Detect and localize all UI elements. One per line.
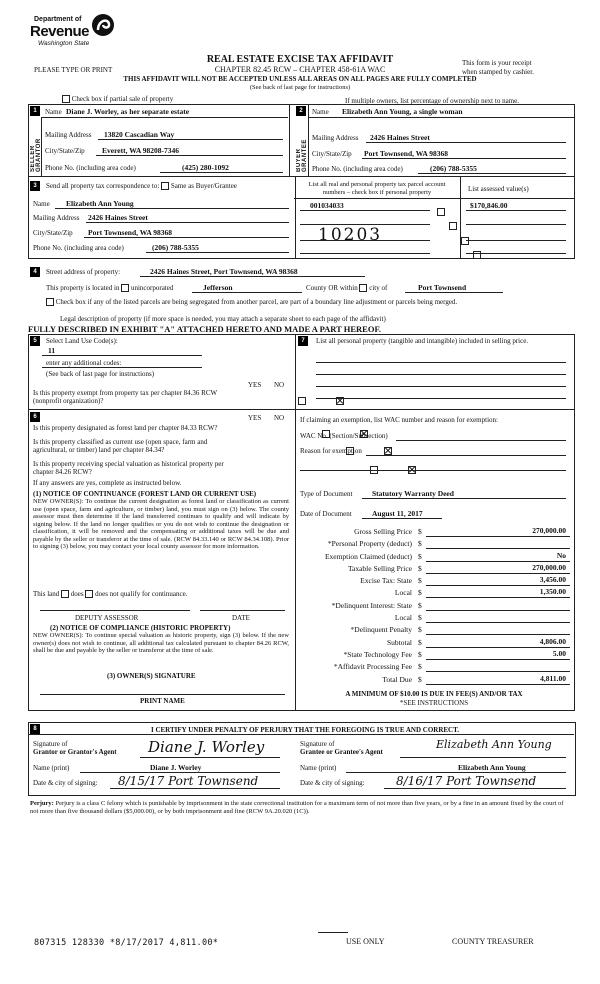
does-qualify-checkbox[interactable]	[61, 590, 69, 598]
calc-row	[300, 637, 570, 649]
multiple-owners-note: If multiple owners, list percentage of ownership next to name.	[345, 97, 519, 105]
seller-name-label: Name	[45, 108, 62, 116]
seller-mailing-value[interactable]: 13820 Cascadian Way	[104, 130, 175, 139]
parcel-1-value[interactable]: 001034033	[310, 201, 344, 210]
buyer-name-label: Name	[312, 108, 329, 116]
perjury-text: Perjury is a class C felony which is punishable by imprisonment in the state correctional institution for a maximum term of not more than five years, or by a fine in an amount fixed by the court of not more than five thousand dollars ($5,000.00), or by both imprisonment and fine (RCW 9A.20.020 (1C)).	[30, 800, 564, 815]
does-not-qualify-checkbox[interactable]	[85, 590, 93, 598]
buyer-name-value[interactable]: Elizabeth Ann Young, a single woman	[342, 107, 463, 116]
receipt-note-2: when stamped by cashier.	[462, 68, 534, 76]
grantee-name-label: Name (print)	[300, 764, 337, 772]
perjury-notice	[30, 800, 572, 815]
seller-phone-value[interactable]: (425) 280-1092	[182, 163, 229, 172]
seller-mailing-label: Mailing Address	[45, 131, 92, 139]
calc-row-value[interactable]: 3,456.00	[539, 575, 566, 585]
assessor-date-label: DATE	[232, 614, 250, 622]
grantee-name-value[interactable]: Elizabeth Ann Young	[458, 763, 526, 772]
calc-row-dollar: $	[418, 613, 422, 623]
partial-sale-row	[62, 95, 173, 103]
grantee-date-label: Date & city of signing:	[300, 779, 365, 787]
exemption-label: If claiming an exemption, list WAC number and reason for exemption:	[300, 416, 498, 424]
tax-corr-mailing-label: Mailing Address	[33, 214, 80, 222]
parcels-header-2: numbers – check box if personal property	[322, 189, 432, 196]
calc-row	[300, 538, 570, 550]
calc-row-label: *Delinquent Penalty	[350, 625, 412, 635]
logo-swirl-icon	[90, 12, 116, 38]
parcel-1-personal-checkbox[interactable]	[437, 208, 445, 216]
calc-row	[300, 600, 570, 612]
calc-row-label: Total Due	[382, 674, 412, 684]
tax-corr-mailing-value[interactable]: 2426 Haines Street	[88, 213, 148, 222]
tax-corr-phone-value[interactable]: (206) 788-5355	[152, 243, 199, 252]
calc-row-dollar: $	[418, 600, 422, 610]
grantor-sig-label-1: Signature of	[33, 740, 68, 748]
calc-row-label: Local	[394, 588, 412, 598]
does-not-label: does not qualify for continuance.	[95, 590, 188, 598]
buyer-phone-value[interactable]: (206) 788-5355	[430, 164, 477, 173]
land-use-see-back: (See back of last page for instructions)	[46, 370, 155, 378]
calc-row-dollar: $	[418, 539, 422, 549]
exhibit-statement: FULLY DESCRIBED IN EXHIBIT "A" ATTACHED HERETO AND MADE A PART HEREOF.	[28, 324, 381, 334]
section-7-badge: 7	[298, 336, 308, 346]
form-subtitle: CHAPTER 82.45 RCW – CHAPTER 458-61A WAC	[214, 65, 386, 74]
calc-row-value[interactable]: 270,000.00	[532, 526, 566, 535]
tax-corr-label: Send all property tax correspondence to:	[46, 182, 160, 190]
see-instructions-note: *SEE INSTRUCTIONS	[399, 699, 469, 707]
located-row	[46, 284, 173, 292]
tax-corr-city-label: City/State/Zip	[33, 229, 73, 237]
calc-row-label: Taxable Selling Price	[347, 563, 412, 573]
assessed-1-value[interactable]: $170,846.00	[470, 201, 508, 210]
notice-compliance-title: (2) NOTICE OF COMPLIANCE (HISTORIC PROPERTY)	[50, 624, 231, 632]
logo-main-text: Revenue	[30, 23, 90, 40]
street-label: Street address of property:	[46, 268, 121, 276]
county-row	[306, 284, 387, 292]
calc-row-dollar: $	[418, 674, 422, 684]
calc-row-dollar: $	[418, 637, 422, 647]
buyer-side-label: BUYER GRANTEE	[296, 139, 308, 172]
section-3-badge: 3	[30, 181, 40, 191]
calc-row-label: *Delinquent Interest: State	[331, 600, 412, 610]
this-land-label: This land	[33, 590, 60, 598]
calc-row	[300, 587, 570, 599]
grantee-sig-label-1: Signature of	[300, 740, 335, 748]
minimum-note: A MINIMUM OF $10.00 IS DUE IN FEE(S) AND/OR TAX	[345, 690, 523, 698]
tax-corr-row	[46, 182, 237, 190]
calc-row	[300, 624, 570, 636]
calc-row-label: Subtotal	[386, 637, 412, 647]
grantor-date-label: Date & city of signing:	[33, 779, 98, 787]
please-type: PLEASE TYPE OR PRINT	[34, 66, 113, 74]
seller-side-label: SELLER GRANTOR	[30, 138, 42, 172]
receipt-note-1: This form is your receipt	[462, 59, 532, 67]
calc-row-value[interactable]: 5.00	[552, 648, 566, 658]
seller-phone-label: Phone No. (including area code)	[45, 164, 136, 172]
grantor-sig-label-2: Grantor or Grantor's Agent	[33, 748, 117, 756]
parcel-handwritten: 10203	[318, 225, 383, 245]
within-city-checkbox[interactable]	[359, 284, 367, 292]
city-of-label: city of	[369, 284, 388, 292]
unincorporated-checkbox[interactable]	[121, 284, 129, 292]
section-2-badge: 2	[296, 106, 306, 116]
segregated-checkbox[interactable]	[46, 298, 54, 306]
street-value[interactable]: 2426 Haines Street, Port Townsend, WA 98368	[150, 267, 298, 276]
calc-row-value[interactable]: 1,350.00	[539, 587, 566, 597]
this-land-row	[33, 590, 187, 598]
doc-date-value[interactable]: August 11, 2017	[372, 509, 423, 518]
form-title: REAL ESTATE EXCISE TAX AFFIDAVIT	[206, 54, 394, 65]
calc-row-label: Exemption Claimed (deduct)	[324, 551, 412, 561]
notice-continuance-body: NEW OWNER(S): To continue the current designation as forest land or classification as current use (open space, farm and agriculture, or timber) land, you must sign on (3) below. The county assessor must then determine if the land transferred continues to qualify and will indicate by signing below. If the land no longer qualifies or you do not wish to continue the designation or classification, it will be removed and the compensating or additional taxes will be due and payable by the seller or transferor at the time of sale. (RCW 84.33.140 or RCW 84.34.108). Prior to signing (3) below, you may contact your local county assessor for more information.	[33, 498, 289, 550]
calc-row	[300, 551, 570, 563]
tax-corr-name-label: Name	[33, 200, 50, 208]
exempt-question: Is this property exempt from property tax per chapter 84.36 RCW (nonprofit organization)?	[33, 389, 217, 405]
calc-row	[300, 575, 570, 587]
seller-name-value[interactable]: Diane J. Worley, as her separate estate	[66, 107, 190, 116]
calc-row-label: Local	[394, 613, 412, 623]
calc-row-value[interactable]: No	[556, 550, 566, 560]
section-5-badge: 5	[30, 336, 40, 346]
owner-signature-label: (3) OWNER(S) SIGNATURE	[107, 672, 196, 680]
calc-row-dollar: $	[418, 576, 422, 586]
personal-property-label: List all personal property (tangible and intangible) included in selling price.	[316, 337, 529, 345]
section-8-badge: 8	[30, 724, 40, 734]
calc-row-dollar: $	[418, 551, 422, 561]
land-use-yes-header: YES	[248, 381, 262, 389]
section-1-badge: 1	[30, 106, 40, 116]
print-name-label: PRINT NAME	[140, 697, 185, 705]
calc-row-dollar: $	[418, 649, 422, 659]
calc-row-dollar: $	[418, 527, 422, 536]
notice-continuance-title: (1) NOTICE OF CONTINUANCE (FOREST LAND OR CURRENT USE)	[33, 490, 257, 498]
wac-label: WAC No. (Section/Subsection)	[300, 432, 388, 440]
reason-label: Reason for exemption	[300, 447, 362, 455]
partial-sale-label: Check box if partial sale of property	[71, 95, 174, 103]
current-use-question: Is this property classified as current use (open space, farm and agricultural, or timber) land per chapter 84.34?	[33, 438, 208, 454]
seller-city-value[interactable]: Everett, WA 98208-7346	[102, 146, 180, 155]
buyer-mailing-value[interactable]: 2426 Haines Street	[370, 133, 430, 142]
partial-sale-checkbox[interactable]	[62, 95, 70, 103]
sec6-yes-header: YES	[248, 414, 262, 422]
calc-row-dollar: $	[418, 662, 422, 672]
sec6-no-header: NO	[274, 414, 285, 422]
notice-compliance-body: NEW OWNER(S): To continue special valuation as historic property, sign (3) below. If the new owner(s) does not wish to continue, all additional tax calculated pursuant to chapter 84.26 RCW, shall be due and payable by the seller or transferor at the time of sale.	[33, 632, 289, 654]
grantor-name-value[interactable]: Diane J. Worley	[150, 763, 202, 772]
deputy-assessor-label: DEPUTY ASSESSOR	[75, 614, 139, 622]
additional-codes-label: enter any additional codes:	[46, 359, 122, 367]
logo-sub-text: Washington State	[38, 40, 90, 47]
grantor-date-city[interactable]: 8/15/17 Port Townsend	[118, 774, 259, 788]
land-use-no-header: NO	[274, 381, 285, 389]
buyer-mailing-label: Mailing Address	[312, 134, 359, 142]
same-as-buyer-checkbox[interactable]	[161, 182, 169, 190]
calc-row	[300, 649, 570, 661]
assessed-header: List assessed value(s)	[468, 185, 529, 193]
grantee-sig-label-2: Grantee or Grantee's Agent	[300, 748, 383, 756]
city-value[interactable]: Port Townsend	[418, 283, 467, 292]
segregated-row	[46, 298, 457, 306]
see-back-instructions: (See back of last page for instructions)	[249, 84, 351, 91]
same-as-buyer-label: Same as Buyer/Grantee	[170, 182, 237, 190]
tax-corr-name-value[interactable]: Elizabeth Ann Young	[66, 199, 134, 208]
buyer-city-label: City/State/Zip	[312, 150, 352, 158]
form-warning: THIS AFFIDAVIT WILL NOT BE ACCEPTED UNLESS ALL AREAS ON ALL PAGES ARE FULLY COMPLETED	[123, 75, 477, 83]
county-treasurer-label: COUNTY TREASURER	[452, 937, 534, 946]
historic-question: Is this property receiving special valuation as historical property per chapter 84.26 RCW?	[33, 460, 224, 476]
doc-type-label: Type of Document	[300, 490, 353, 498]
calc-row-label: *Personal Property (deduct)	[327, 539, 412, 549]
county-value[interactable]: Jefferson	[203, 283, 233, 292]
calc-row	[300, 674, 570, 686]
does-label: does	[70, 590, 84, 598]
calc-row	[300, 563, 570, 575]
dor-logo	[30, 12, 120, 52]
parcels-header-1: List all real and personal property tax parcel account	[308, 181, 446, 188]
parcel-3-personal-checkbox[interactable]	[461, 237, 469, 245]
logo-top-text: Department of	[34, 16, 82, 23]
doc-type-value[interactable]: Statutory Warranty Deed	[372, 489, 454, 498]
grantee-date-city[interactable]: 8/16/17 Port Townsend	[396, 774, 537, 788]
tax-corr-city-value[interactable]: Port Townsend, WA 98368	[88, 228, 173, 237]
calc-row-label: *State Technology Fee	[343, 649, 412, 659]
calc-row	[300, 612, 570, 624]
tax-corr-phone-label: Phone No. (including area code)	[33, 244, 124, 252]
calc-row-dollar: $	[418, 563, 422, 573]
buyer-city-value[interactable]: Port Townsend, WA 98368	[364, 149, 449, 158]
calc-row-value[interactable]: 4,811.00	[540, 673, 566, 683]
section-6-badge: 6	[30, 412, 40, 422]
calc-row-value[interactable]: 270,000.00	[532, 562, 566, 572]
county-label: County OR within	[306, 284, 358, 292]
seller-city-label: City/State/Zip	[45, 147, 85, 155]
grantor-name-label: Name (print)	[33, 764, 70, 772]
grantor-signature[interactable]: Diane J. Worley	[148, 738, 265, 756]
unincorporated-label: unincorporated	[130, 284, 174, 292]
located-label: This property is located in	[46, 284, 120, 292]
segregated-label: Check box if any of the listed parcels are being segregated from another parcel, are part of a boundary line adjustment or parcels being merged.	[55, 298, 458, 306]
section-4-badge: 4	[30, 267, 40, 277]
calc-table	[300, 526, 570, 686]
if-yes-note: If any answers are yes, complete as instructed below.	[33, 479, 182, 487]
calc-row-dollar: $	[418, 588, 422, 598]
forest-land-question: Is this property designated as forest land per chapter 84.33 RCW?	[33, 424, 218, 432]
calc-row	[300, 661, 570, 673]
legal-desc-label: Legal description of property (if more space is needed, you may attach a separate sheet to each page of the affidavit)	[60, 315, 386, 323]
buyer-phone-label: Phone No. (including area code)	[312, 165, 403, 173]
parcel-2-personal-checkbox[interactable]	[449, 222, 457, 230]
calc-row-dollar: $	[418, 625, 422, 635]
calc-row-label: Excise Tax: State	[360, 576, 412, 586]
land-use-label: Select Land Use Code(s):	[46, 337, 118, 345]
land-use-code[interactable]: 11	[48, 346, 56, 355]
grantee-signature[interactable]: Elizabeth Ann Young	[436, 738, 552, 751]
calc-row-label: Gross Selling Price	[354, 527, 412, 536]
calc-row-value[interactable]: 4,806.00	[539, 636, 566, 646]
certify-statement: I CERTIFY UNDER PENALTY OF PERJURY THAT THE FOREGOING IS TRUE AND CORRECT.	[150, 726, 459, 734]
calc-row	[300, 526, 570, 538]
use-only-label: USE ONLY	[346, 937, 385, 946]
receipt-stamp: 807315 128330 *8/17/2017 4,811.00*	[34, 938, 219, 948]
doc-date-label: Date of Document	[300, 510, 352, 518]
perjury-label: Perjury:	[30, 800, 54, 807]
calc-row-label: *Affidavit Processing Fee	[333, 662, 412, 672]
